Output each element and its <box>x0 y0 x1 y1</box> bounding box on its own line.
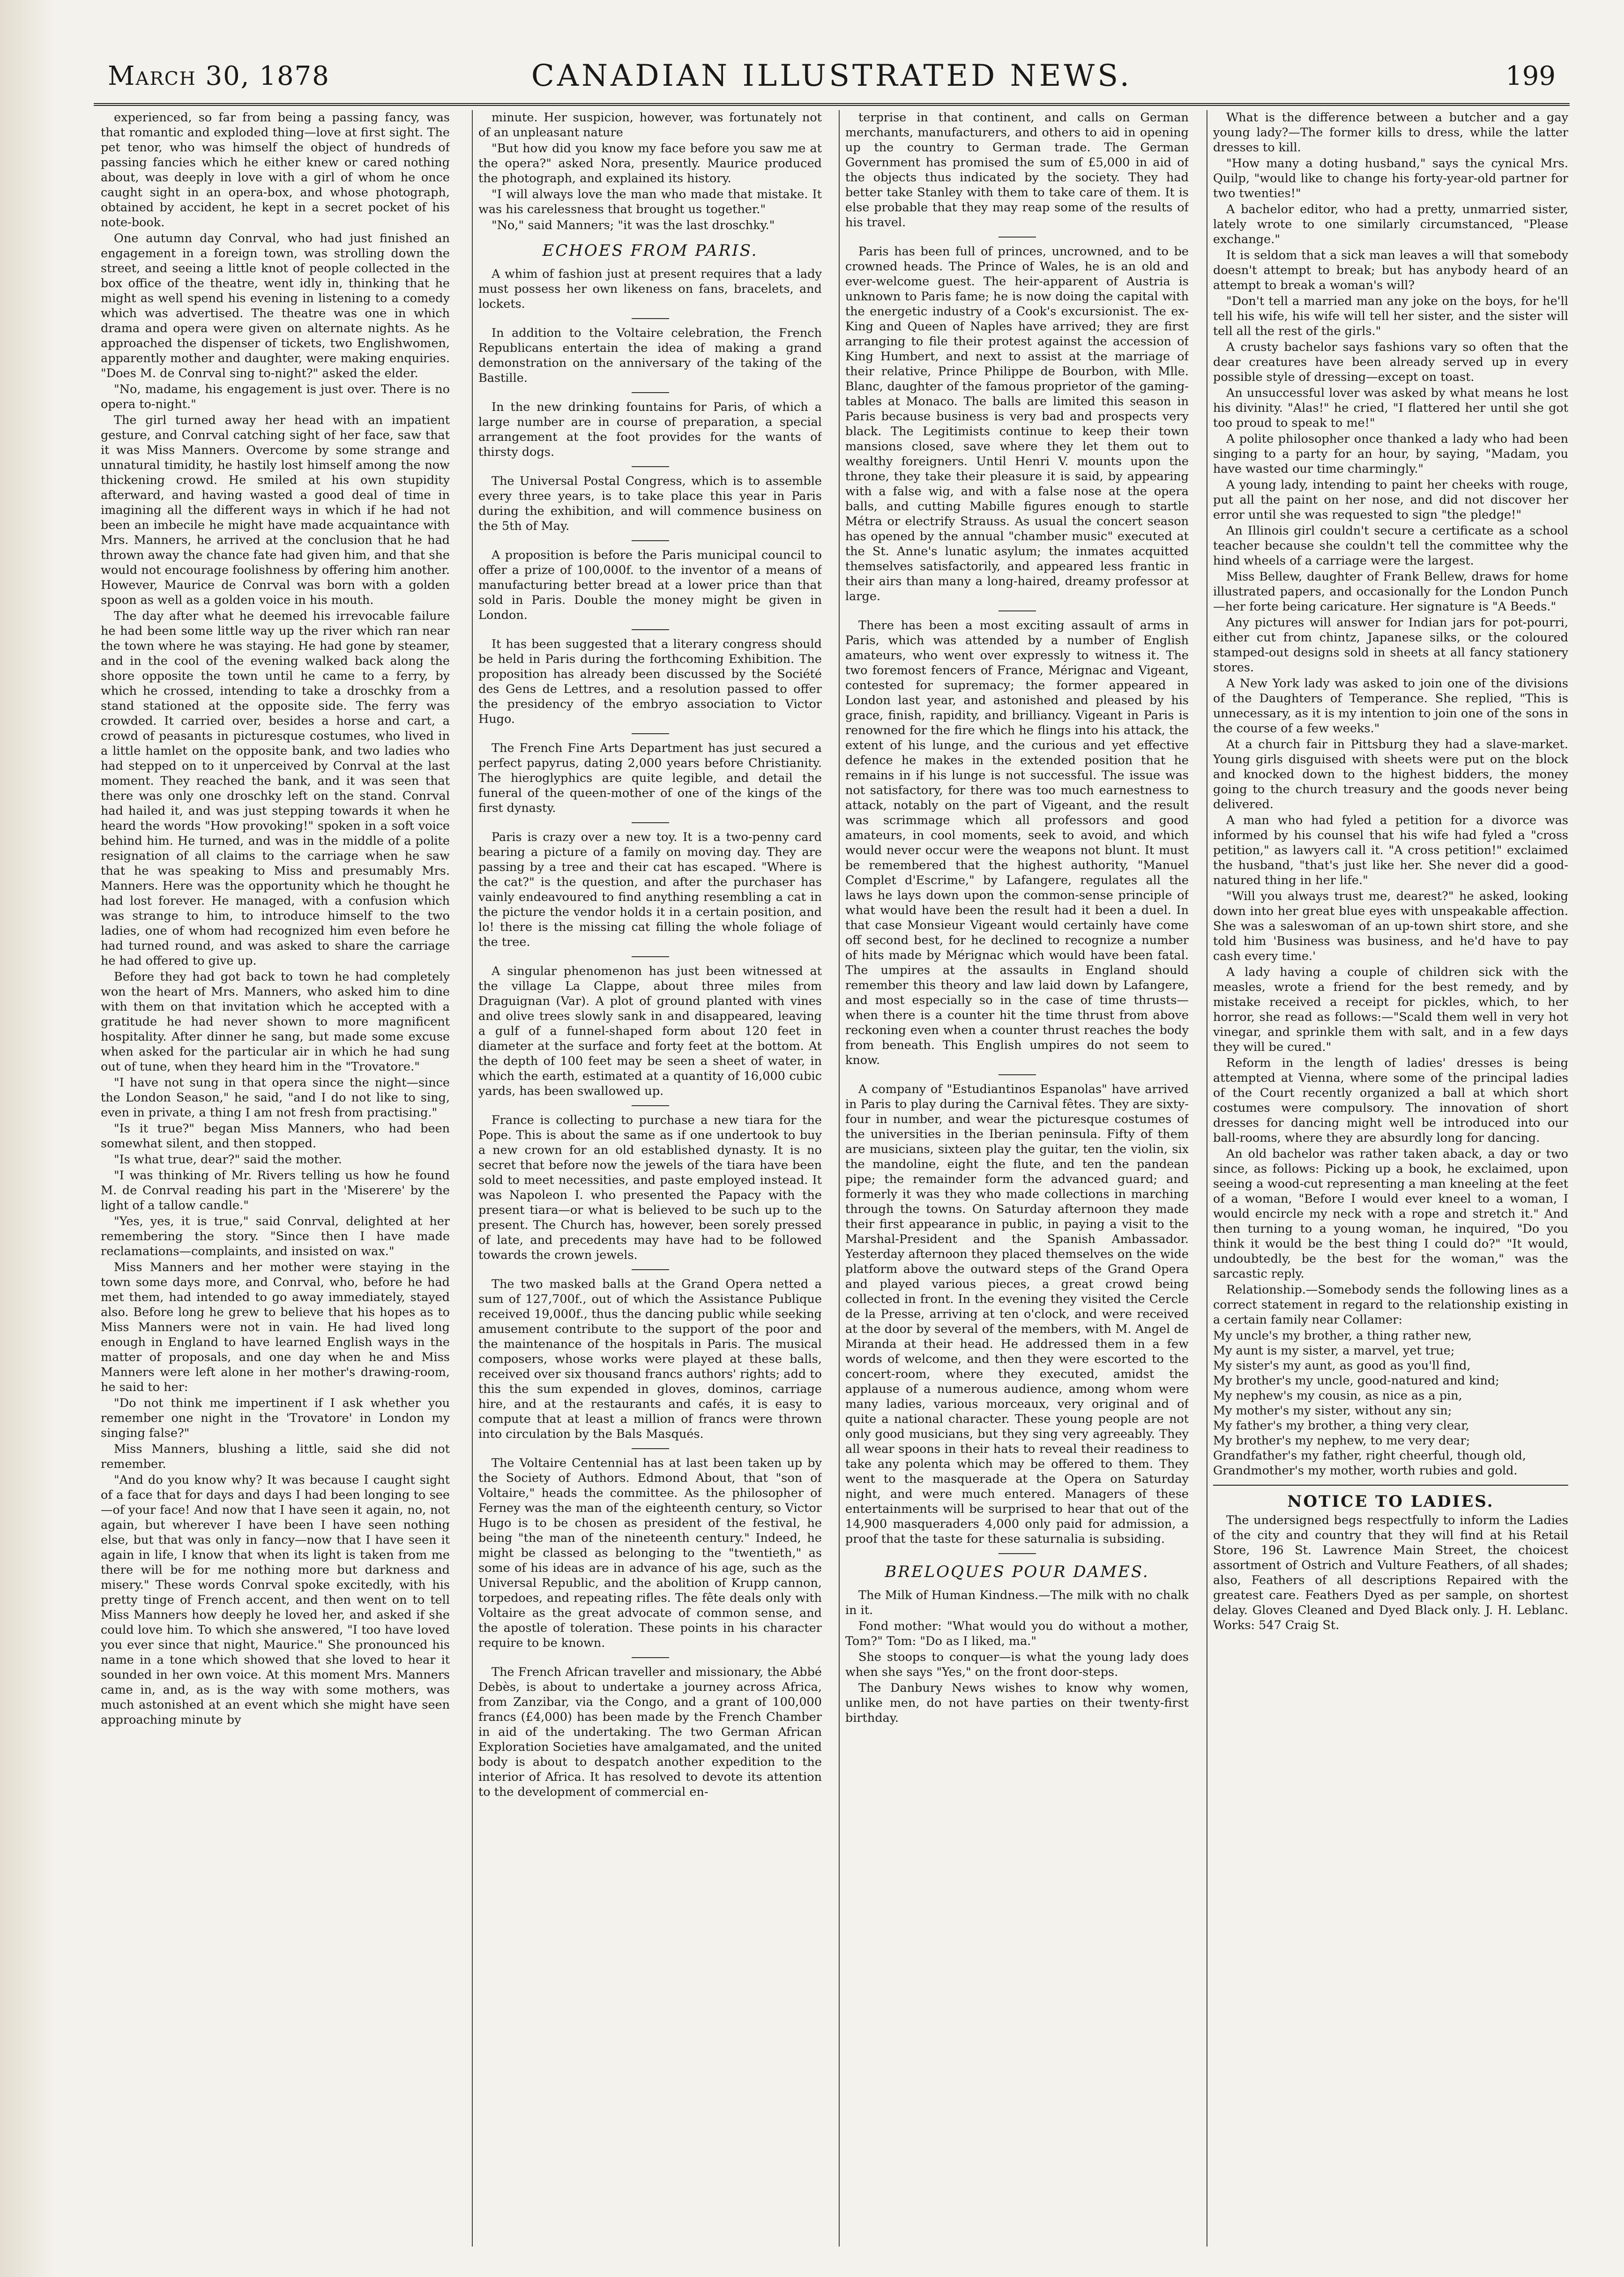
paragraph: At a church fair in Pittsburg they had a slave-market. Young girls disguised with sheets were put on the block and knocked down to the highest bidders, the money going to the church treasury and the goods never being delivered. <box>1213 737 1568 811</box>
poem-line: My brother's my uncle, good-natured and kind; <box>1213 1374 1499 1388</box>
paragraph: The girl turned away her head with an impatient gesture, and Conrval catching sight of her face, saw that it was Miss Manners. Overcome by some strange and unnatural timidity, he hastily lost himself among the now thickening crowd. He smiled at his own stupidity afterward, and having wasted a good deal of time in imagining all the different ways in which if he had not been an imbecile he might have made acquaintance with Mrs. Manners, he arrived at the conclusion that he had thrown away the chance fate had given him, and that she would not encourage foolishness by offering him another. However, Maurice de Conrval was born with a golden spoon as well as a golden voice in his mouth. <box>101 413 450 607</box>
paragraph: Paris is crazy over a new toy. It is a two-penny card bearing a picture of a family on moving day. They are passing by a tree and their cat has escaped. "Where is the cat?" is the question, and after the purchaser has vainly endeavoured to find anything resembling a cat in the picture the vendor holds it in a certain position, and lo! there is the missing cat filling the whole foliage of the tree. <box>478 830 822 949</box>
item-separator <box>632 466 669 467</box>
paragraph: It is seldom that a sick man leaves a will that somebody doesn't attempt to break; but has anybody heard of an attempt to break a woman's will? <box>1213 248 1568 292</box>
paragraph: The day after what he deemed his irrevocable failure he had been some little way up the river which ran near the town where he was staying. He had gone by steamer, and in the cool of the evening walked back along the shore opposite the town until he came to a ferry, by which he crossed, intending to take a droschky from a stand stationed at the opposite side. The ferry was crowded. It carried over, besides a horse and cart, a crowd of peasants in picturesque costumes, who lived in a little hamlet on the opposite bank, and two ladies who had stepped on to it unperceived by Conrval at the last moment. They reached the bank, and it was seen that there was only one droschky left on the stand. Conrval had hailed it, and was just stepping towards it when he heard the words "How provoking!" spoken in a soft voice behind him. He turned, and was in the middle of a polite resignation of all claims to the carriage when he saw that he was speaking to Miss and presumably Mrs. Manners. Here was the opportunity which he thought he had lost forever. He managed, with a confusion which was strange to him, to introduce himself to the two ladies, one of whom had recognized him even before he had turned round, and was asked to share the carriage he had offered to give up. <box>101 609 450 968</box>
paragraph: A singular phenomenon has just been witnessed at the village La Clappe, about three miles from Draguignan (Var). A plot of ground planted with vines and olive trees slowly sank in and disappeared, leaving a gulf of a funnel-shaped form about 120 feet in diameter at the surface and forty feet at the bottom. At the depth of 100 feet may be seen a sheet of water, in which the earth, estimated at a quantity of 16,000 cubic yards, has been swallowed up. <box>478 964 822 1098</box>
relationship-poem <box>1213 1328 1568 1478</box>
paragraph: An old bachelor was rather taken aback, a day or two since, as follows: Picking up a book, he exclaimed, upon seeing a wood-cut representing a man kneeling at the feet of a woman, "Before I would ever kneel to a woman, I would encircle my neck with a rope and stretch it." And then turning to a young woman, he inquired, "Do you think it would be the best thing I could do?" "It would, undoubtedly, be the best for the woman," was the sarcastic reply. <box>1213 1147 1568 1281</box>
paragraph: minute. Her suspicion, however, was fortunately not of an unpleasant nature <box>478 111 822 140</box>
paragraph: The Voltaire Centennial has at last been taken up by the Society of Authors. Edmond About, that "son of Voltaire," heads the committee. As the philosopher of Ferney was the man of the eighteenth century, so Victor Hugo is to be chosen as president of the festival, he being "the man of the nineteenth century." Indeed, he might be classed as belonging to the "twentieth," as some of his ideas are in advance of his age, such as the Universal Republic, and the abolition of Krupp cannon, torpedoes, and repeating rifles. The fête deals only with Voltaire as the great advocate of common sense, and the apostle of toleration. These points in his character require to be known. <box>478 1456 822 1650</box>
separator <box>998 1553 1036 1554</box>
paragraph: An Illinois girl couldn't secure a certificate as a school teacher because she couldn't tell the committee why the hind wheels of a carriage were the largest. <box>1213 524 1568 568</box>
paragraph: She stoops to conquer—is what the young lady does when she says "Yes," on the front door-steps. <box>845 1650 1189 1679</box>
paragraph: A New York lady was asked to join one of the divisions of the Daughters of Temperance. She replied, "This is unnecessary, as it is my intention to join one of the sons in the course of a few weeks." <box>1213 677 1568 736</box>
paragraph: "No," said Manners; "it was the last droschky." <box>492 218 775 232</box>
column-1 <box>101 110 450 2247</box>
item-separator <box>632 540 669 541</box>
paragraph: Fond mother: "What would you do without a mother, Tom?" Tom: "Do as I liked, ma." <box>845 1619 1189 1648</box>
paragraph: The French African traveller and missionary, the Abbé Debès, is about to undertake a journey across Africa, from Zanzibar, via the Congo, and a grant of 100,000 francs (£4,000) has been made by the French Chamber in aid of the undertaking. The two German African Exploration Societies have amalgamated, and the united body is about to despatch another expedition to the interior of Africa. It has resolved to devote its attention to the development of commercial en- <box>478 1665 822 1799</box>
column-4 <box>1207 110 1568 2247</box>
paragraph: "Is what true, dear?" said the mother. <box>114 1153 342 1167</box>
paragraph: The Danbury News wishes to know why women, unlike men, do not have parties on their twenty-first birthday. <box>845 1681 1189 1725</box>
echoes-items <box>478 267 822 1800</box>
paragraph: A young lady, intending to paint her cheeks with rouge, put all the paint on her nose, and did not discover her error until she was requested to sign "the pledge!" <box>1213 478 1568 522</box>
paragraph: Reform in the length of ladies' dresses is being attempted at Vienna, where some of the principal ladies of the Court recently organized a ball at which short costumes were compulsory. The innovation of short dresses for dancing might well be introduced into our ball-rooms, where they are absurdly long for dancing. <box>1213 1056 1568 1145</box>
paragraph: Miss Manners, blushing a little, said she did not remember. <box>101 1442 450 1471</box>
paragraph: "I will always love the man who made that mistake. It was his carelessness that brought us together." <box>478 187 822 216</box>
paragraph: "Is it true?" began Miss Manners, who had been somewhat silent, and then stopped. <box>101 1122 450 1151</box>
paragraph: Miss Bellew, daughter of Frank Bellew, draws for home illustrated papers, and occasionally for the London Punch—her forte being caricature. Her signature is "A Beeds." <box>1213 570 1568 614</box>
paragraph: Relationship.—Somebody sends the following lines as a correct statement in regard to the relationship existing in a certain family near Collamer: <box>1213 1283 1568 1327</box>
paragraph: The French Fine Arts Department has just secured a perfect papyrus, dating 2,000 years before Christianity. The hieroglyphics are quite legible, and detail the funeral of the queen-mother of one of the kings of the first dynasty. <box>478 741 822 815</box>
item-separator <box>632 1448 669 1449</box>
item-separator <box>632 956 669 957</box>
column-2 <box>472 110 822 2247</box>
item-separator <box>998 1074 1036 1075</box>
poem-line: My uncle's my brother, a thing rather new, <box>1213 1329 1472 1343</box>
poem-line: My sister's my aunt, as good as you'll find, <box>1213 1359 1471 1373</box>
jokes-items <box>1213 110 1568 1327</box>
poem-line: Grandmother's my mother, worth rubies and gold. <box>1213 1464 1518 1478</box>
paragraph: "Will you always trust me, dearest?" he asked, looking down into her great blue eyes with unspeakable affection. She was a saleswoman of an up-town shirt store, and she told him 'Business was business, and he'd have to pay cash every time.' <box>1213 889 1568 963</box>
breloques-items <box>845 1588 1189 1726</box>
paragraph: France is collecting to purchase a new tiara for the Pope. This is about the same as if one undertook to buy a new crown for an old established dynasty. It is no secret that before now the jewels of the tiara have been sold to meet necessities, and paste employed instead. It was Napoleon I. who presented the Papacy with the present tiara—or what is believed to be such up to the present. The Church has, however, been sorely pressed of late, and precedents may have had to be followed towards the crown jewels. <box>478 1113 822 1262</box>
item-separator <box>632 629 669 630</box>
poem-line: My brother's my nephew, to me very dear; <box>1213 1434 1470 1448</box>
paragraph: experienced, so far from being a passing fancy, was that romantic and exploded thing—love at first sight. The pet tenor, who was himself the object of hundreds of passing fancies which he either knew or cared nothing about, was deeply in love with a girl of whom he once caught sight in an opera-box, and whose photograph, obtained by accident, he kept in a secret pocket of his note-book. <box>101 111 450 230</box>
paragraph: "I was thinking of Mr. Rivers telling us how he found M. de Conrval reading his part in the 'Miserere' by the light of a tallow candle." <box>101 1168 450 1213</box>
item-separator <box>632 318 669 319</box>
poem-line: My nephew's my cousin, as nice as a pin, <box>1213 1389 1462 1403</box>
paragraph: terprise in that continent, and calls on German merchants, manufacturers, and others to aid in opening up the country to German trade. The German Government has promised the sum of £5,000 in aid of the objects thus indicated by the society. They had better take Stanley with them to take care of them. It is else probable that they may reap some of the results of his travel. <box>845 111 1189 230</box>
paragraph: "And do you know why? It was because I caught sight of a face that for days and days I had been longing to see—of your face! And now that I have seen it again, no, not again, but wherever I have been I have seen nothing else, but that was only in fancy—now that I have seen it again in life, I know that when its light is taken from me there will be for me nothing more but darkness and misery." These words Conrval spoke excitedly, with his pretty tinge of French accent, and then went on to tell Miss Manners how deeply he loved her, and asked if she could love him. To which she answered, "I too have loved you ever since that night, Maurice." She pronounced his name in a tone which showed that she loved to hear it sounded in her own voice. At this moment Mrs. Manners came in, and, as is the way with some mothers, was much astonished at an event which she might have seen approaching minute by <box>101 1473 450 1727</box>
paragraph: "I have not sung in that opera since the night—since the London Season," he said, "and I do not like to sing, even in private, a thing I am not fresh from practising." <box>101 1076 450 1120</box>
page-number: 199 <box>1505 61 1556 91</box>
paragraph: "No, madame, his engagement is just over. There is no opera to-night." <box>101 382 450 411</box>
paragraph: The Milk of Human Kindness.—The milk with no chalk in it. <box>845 1588 1189 1617</box>
paragraph: A lady having a couple of children sick with the measles, wrote a friend for the best remedy, and by mistake received a receipt for pickles, which, to her horror, she read as follows:—"Scald them well in very hot vinegar, and sprinkle them with salt, and in a few days they will be cured." <box>1213 965 1568 1054</box>
paragraph: There has been a most exciting assault of arms in Paris, which was attended by a number of English amateurs, who went over expressly to witness it. The two foremost fencers of France, Mérignac and Vigeant, contested for supremacy; the former appeared in London last year, and astonished and pleased by his grace, finish, rapidity, and brilliancy. Vigeant in Paris is renowned for the fire which he flings into his attack, the extent of his lunge, and the curious and yet effective defence he makes in the extended position that he remains in if his lunge is not successful. The issue was not satisfactory, for there was too much earnestness to attack, notably on the part of Vigeant, and the result was scrimmage which all professors and good amateurs, in cool moments, seek to avoid, and which would never occur were the weapons not blunt. It must be remembered that the highest authority, "Manuel Complet d'Escrime," by Lafangere, regulates all the laws he lays down upon the common-sense principle of what would have been the result had it been a duel. In that case Monsieur Vigeant would certainly have come off second best, for he declined to recognize a number of hits made by Mérignac which would have been fatal. The umpires at the assaults in England should remember this theory and law laid down by Lafangere, and most especially so in the case of time thrusts—when there is a counter hit the time thrust from above reckoning even when a counter thrust reaches the body from beneath. This English umpires do not seem to know. <box>845 618 1189 1067</box>
item-separator <box>998 237 1036 238</box>
poem-line: My father's my brother, a thing very clear, <box>1213 1419 1469 1433</box>
page-edge-shadow <box>0 0 56 2277</box>
rule <box>1213 1485 1568 1486</box>
paragraph: In the new drinking fountains for Paris, of which a large number are in course of preparation, a special arrangement at the foot provides for the wants of thirsty dogs. <box>478 400 822 459</box>
newspaper-title: CANADIAN ILLUSTRATED NEWS. <box>531 59 1132 93</box>
paris-items <box>845 110 1189 1547</box>
poem-line: My mother's my sister, without any sin; <box>1213 1404 1452 1418</box>
paragraph: A company of "Estudiantinos Espanolas" have arrived in Paris to play during the Carnival fêtes. They are sixty-four in number, and wear the picturesque costumes of the universities in the Iberian peninsula. Fifty of them are musicians, sixteen play the guitar, ten the violin, six the mandoline, eight the flute, and ten the pandean pipe; the remainder form the advanced guard; and formerly it was they who made collections in marching through the towns. On Saturday afternoon they made their first appearance in public, in paying a visit to the Marshal-President and the Spanish Ambassador. Yesterday afternoon they placed themselves on the wide platform above the outward steps of the Grand Opera and played various pieces, a great crowd being collected in front. In the evening they visited the Cercle de la Presse, arriving at ten o'clock, and were received at the door by several of the members, with M. Angel de Miranda at their head. He addressed them in a few words of welcome, and then they were escorted to the concert-room, where they executed, amidst the applause of a numerous audience, among whom were many ladies, various morceaux, very original and of quite a national character. These young people are not only good musicians, but they sing very agreeably. They all wear spoons in their hats to reveal their readiness to take any polenta which may be offered to them. They went to the masquerade at the Opera on Saturday night, and were much entered. Managers of these entertainments will be surprised to hear that out of the 14,900 masqueraders 4,000 only paid for admission, a proof that the taste for these saturnalia is subsiding. <box>845 1082 1189 1546</box>
paragraph: A man who had fyled a petition for a divorce was informed by his counsel that his wife had fyled a "cross petition," as lawyers call it. "A cross petition!" exclaimed the husband, "that's just like her. She never did a good-natured thing in her life." <box>1213 813 1568 887</box>
paragraph: The two masked balls at the Grand Opera netted a sum of 127,700f., out of which the Assistance Publique received 19,000f., thus the dancing public while seeking amusement contribute to the support of the poor and the maintenance of the hospitals in Paris. The musical composers, whose works were played at these balls, received over six thousand francs authors' rights; add to this the sum expended in gloves, dominos, carriage hire, and at the restaurants and cafés, it is easy to compute that at least a million of francs were thrown into circulation by the Bals Masqués. <box>478 1277 822 1441</box>
paragraph: An unsuccessful lover was asked by what means he lost his divinity. "Alas!" he cried, "I flattered her until she got too proud to speak to me!" <box>1213 386 1568 430</box>
paragraph: "Don't tell a married man any joke on the boys, for he'll tell his wife, his wife will tell her sister, and the sister will tell all the rest of the girls." <box>1213 294 1568 338</box>
paragraph: "Yes, yes, it is true," said Conrval, delighted at her remembering the story. "Since then I have made reclamations—complaints, and insisted on wax." <box>101 1214 450 1258</box>
article-columns <box>101 110 1567 2247</box>
paragraph: Any pictures will answer for Indian jars for pot-pourri, either cut from chintz, Japanese silks, or the coloured stamped-out designs sold in sheets at all fancy stationery stores. <box>1213 616 1568 675</box>
paragraph: A polite philosopher once thanked a lady who had been singing to a party for an hour, by saying, "Madam, you have wasted our time charmingly." <box>1213 432 1568 476</box>
item-separator <box>632 822 669 823</box>
item-separator <box>632 733 669 734</box>
item-separator <box>632 1105 669 1106</box>
section-title-echoes: ECHOES FROM PARIS. <box>542 241 758 260</box>
item-separator <box>632 1657 669 1658</box>
poem-line: My aunt is my sister, a marvel, yet true; <box>1213 1344 1455 1358</box>
paragraph: Paris has been full of princes, uncrowned, and to be crowned heads. The Prince of Wales, he is an old and ever-welcome guest. The heir-apparent of Austria is unknown to Paris fame; he is now doing the capital with the energetic industry of a Cook's excursionist. The ex-King and Queen of Naples have arrived; they are first arranging to file their protest against the accession of King Humbert, and next to assist at the marriage of their relative, Prince Philippe de Bourbon, with Mlle. Blanc, daughter of the famous proprietor of the gaming-tables at Monaco. The balls are limited this season in Paris because business is very bad and prospects very black. The Legitimists continue to keep their town mansions closed, save where they let them out to wealthy foreigners. Until Henri V. mounts upon the throne, they take their pleasure it is said, by appearing with a false wig, and with a false nose at the opera balls, and cutting Mabille figures enough to startle Métra or electrify Strauss. As usual the concert season has opened by the annual "chamber music" executed at the St. Anne's lunatic asylum; the inmates acquitted themselves satisfactorily, and appeared less frantic in their airs than many a long-haired, dreamy professor at large. <box>845 245 1189 603</box>
poem-line: Grandfather's my father, right cheerful, though old, <box>1213 1449 1526 1463</box>
item-separator <box>998 610 1036 611</box>
story-conclusion <box>478 110 822 233</box>
paragraph: A proposition is before the Paris municipal council to offer a prize of 100,000f. to the inventor of a means of manufacturing better bread at a lower price than that sold in Paris. Double the money might be given in London. <box>478 548 822 622</box>
item-separator <box>632 1269 669 1270</box>
paragraph: The Universal Postal Congress, which is to assemble every three years, is to take place this year in Paris during the exhibition, and will commence business on the 5th of May. <box>478 474 822 533</box>
paragraph: Before they had got back to town he had completely won the heart of Mrs. Manners, who asked him to dine with them on that invitation which he accepted with a gratitude he had never shown to more magnificent hospitality. After dinner he sang, but made some excuse when asked for the particular air in which he had sung out of tune, when they heard him in the "Trovatore." <box>101 970 450 1074</box>
paragraph: What is the difference between a butcher and a gay young lady?—The former kills to dress, while the latter dresses to kill. <box>1213 111 1568 155</box>
paragraph: A whim of fashion just at present requires that a lady must possess her own likeness on fans, bracelets, and lockets. <box>478 267 822 311</box>
notice-body: The undersigned begs respectfully to inform the Ladies of the city and country that they will find at his Retail Store, 196 St. Lawrence Main Street, the choicest assortment of Ostrich and Vulture Feathers, of all shades; also, Feathers of all descriptions Repaired with the greatest care. Feathers Dyed as per sample, on shortest delay. Gloves Cleaned and Dyed Black only. J. H. Leblanc. Works: 547 Craig St. <box>1213 1513 1568 1632</box>
item-separator <box>632 392 669 393</box>
paragraph: Miss Manners and her mother were staying in the town some days more, and Conrval, who, before he had met them, had intended to go away immediately, stayed also. Before long he grew to believe that his hopes as to Miss Manners were not in vain. He had lived long enough in England to have learned English ways in the matter of proposals, and one day when he and Miss Manners were left alone in her mother's drawing-room, he said to her: <box>101 1260 450 1394</box>
paragraph: One autumn day Conrval, who had just finished an engagement in a foreign town, was strolling down the street, and seeing a little knot of people collected in the box office of the theatre, went idly in, thinking that he might as well spend his evening in listening to a comedy which was advertised. The theatre was one in which drama and opera were given on alternate nights. As he approached the dispenser of tickets, two Englishwomen, apparently mother and daughter, were making enquiries. "Does M. de Conrval sing to-night?" asked the elder. <box>101 231 450 380</box>
paragraph: "Do not think me impertinent if I ask whether you remember one night in the 'Trovatore' in London my singing false?" <box>101 1396 450 1440</box>
paragraph: "How many a doting husband," says the cynical Mrs. Quilp, "would like to change his forty-year-old partner for two twenties!" <box>1213 156 1568 201</box>
masthead <box>94 56 1570 106</box>
column-3 <box>839 110 1189 2247</box>
paragraph: A bachelor editor, who had a pretty, unmarried sister, lately wrote to one similarly circumstanced, "Please exchange." <box>1213 202 1568 246</box>
paragraph: It has been suggested that a literary congress should be held in Paris during the forthcoming Exhibition. The proposition has already been discussed by the Société des Gens de Lettres, and a resolution passed to offer the presidency of the embryo association to Victor Hugo. <box>478 637 822 726</box>
section-title-breloques: BRELOQUES POUR DAMES. <box>885 1563 1149 1581</box>
issue-date: March 30, 1878 <box>108 61 330 91</box>
notice-title: NOTICE TO LADIES. <box>1287 1492 1494 1511</box>
paragraph: In addition to the Voltaire celebration, the French Republicans entertain the idea of making a grand demonstration on the anniversary of the taking of the Bastille. <box>478 326 822 385</box>
paragraph: "But how did you know my face before you saw me at the opera?" asked Nora, presently. Maurice produced the photograph, and explained its history. <box>478 141 822 186</box>
paragraph: A crusty bachelor says fashions vary so often that the dear creatures have been already served up in every possible style of dressing—except on toast. <box>1213 340 1568 384</box>
